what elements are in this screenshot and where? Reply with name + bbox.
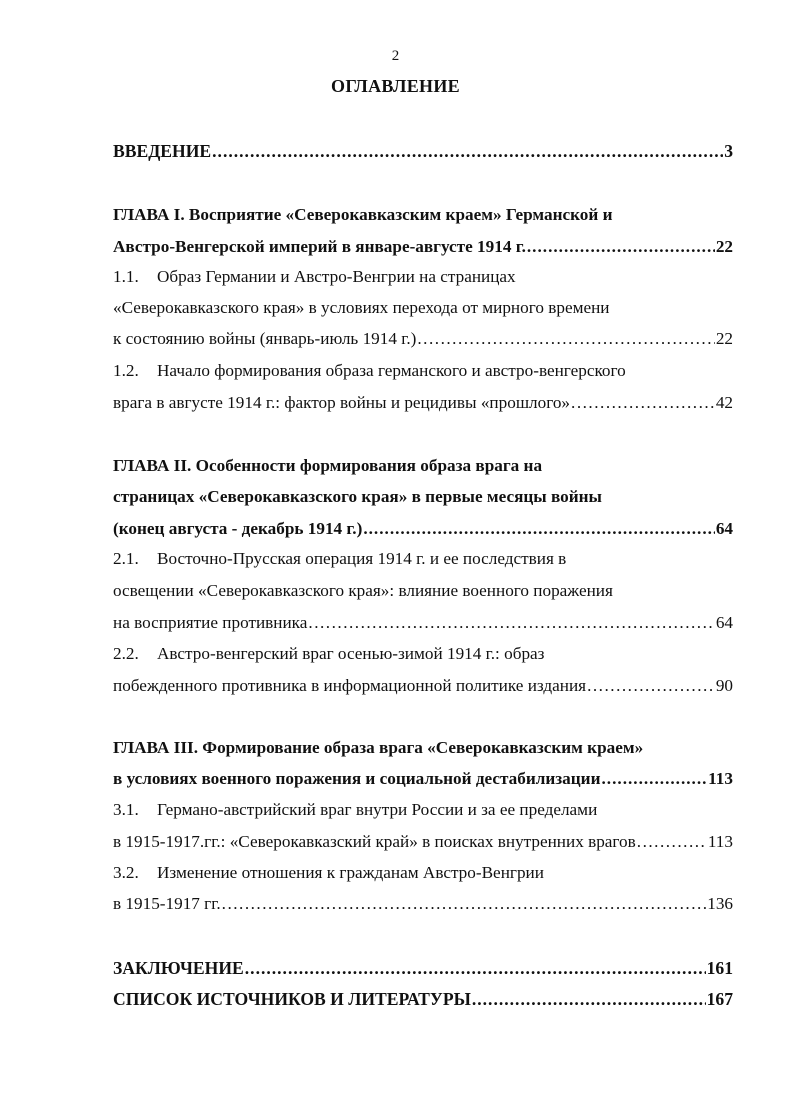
toc-entry-conclusion[interactable] (113, 957, 733, 979)
leader-dots (222, 893, 707, 915)
section-3-2-line-1 (113, 862, 733, 884)
toc-entry-text: врага в августе 1914 г.: фактор войны и рецидивы «прошлого» (113, 393, 571, 412)
section-1-1-line-1 (113, 266, 733, 288)
section-text: Восточно-Прусская операция 1914 г. и ее последствия в (157, 549, 567, 568)
leader-dots (245, 957, 706, 979)
toc-entry-sources[interactable] (113, 988, 733, 1010)
toc-page-number: 161 (706, 958, 733, 978)
toc-entry-text: (конец августа - декабрь 1914 г.) (113, 519, 363, 538)
toc-page-number: 42 (715, 393, 733, 412)
section-number: 3.1. (113, 800, 139, 819)
toc-page-number: 113 (708, 769, 733, 788)
toc-page-number: 64 (715, 519, 733, 538)
leader-dots (527, 236, 715, 258)
page-number: 2 (391, 48, 400, 64)
section-text: Германо-австрийский враг внутри России и за ее пределами (157, 800, 598, 819)
section-text: Австро-венгерский враг осенью-зимой 1914 г.: образ (157, 644, 545, 663)
leader-dots (472, 988, 706, 1010)
toc-entry-text: Австро-Венгерской империй в январе-августе 1914 г. (113, 237, 526, 256)
toc-entry-intro[interactable] (113, 140, 733, 162)
section-number: 2.2. (113, 644, 139, 663)
section-3-1-line-1 (113, 799, 733, 821)
section-1-2-line-1 (113, 360, 733, 382)
section-text: Образ Германии и Австро-Венгрии на страницах (157, 267, 516, 286)
leader-dots (587, 675, 715, 697)
toc-page-number: 22 (715, 329, 733, 348)
section-2-1-line-1 (113, 548, 733, 570)
chapter-2-heading-line-1: ГЛАВА II. Особенности формирования образа врага на (113, 456, 543, 475)
leader-dots (637, 831, 707, 853)
toc-entry-chapter-2[interactable] (113, 518, 733, 540)
chapter-1-heading-line-1: ГЛАВА I. Восприятие «Северокавказским краем» Германской и (113, 205, 613, 224)
section-1-1-line-2: «Северокавказского края» в условиях перехода от мирного времени (113, 298, 610, 317)
toc-entry-section-1-2[interactable] (113, 392, 733, 414)
chapter-3-heading-line-1: ГЛАВА III. Формирование образа врага «Северокавказским краем» (113, 738, 644, 757)
toc-entry-text: к состоянию войны (январь-июль 1914 г.) (113, 329, 417, 348)
section-number: 1.1. (113, 267, 139, 286)
toc-entry-text: побежденного противника в информационной политике издания (113, 676, 587, 695)
toc-entry-chapter-3[interactable] (113, 768, 733, 790)
toc-page-number: 3 (724, 141, 733, 161)
toc-entry-chapter-1[interactable] (113, 236, 733, 258)
toc-entry-section-3-2[interactable] (113, 893, 733, 915)
toc-page-number: 136 (707, 894, 733, 913)
toc-entry-text: в 1915-1917 гг. (113, 894, 221, 913)
toc-entry-text: на восприятие противника (113, 613, 308, 632)
section-number: 2.1. (113, 549, 139, 568)
page-title: ОГЛАВЛЕНИЕ (331, 76, 460, 96)
toc-page-number: 64 (715, 613, 733, 632)
section-text: Изменение отношения к гражданам Австро-Венгрии (157, 863, 544, 882)
leader-dots (571, 392, 715, 414)
section-2-2-line-1 (113, 643, 733, 665)
section-text: Начало формирования образа германского и австро-венгерского (157, 361, 626, 380)
leader-dots (212, 140, 723, 162)
toc-entry-section-2-1[interactable] (113, 612, 733, 634)
section-number: 1.2. (113, 361, 139, 380)
toc-page-number: 113 (707, 832, 733, 851)
toc-entry-text: в 1915-1917.гг.: «Северокавказский край» в поисках внутренних врагов (113, 832, 636, 851)
section-number: 3.2. (113, 863, 139, 882)
toc-entry-text: ВВЕДЕНИЕ (113, 141, 212, 161)
toc-entry-section-3-1[interactable] (113, 831, 733, 853)
leader-dots (602, 768, 708, 790)
toc-page-number: 22 (715, 237, 733, 256)
toc-page-number: 90 (715, 676, 733, 695)
leader-dots (308, 612, 714, 634)
toc-entry-section-1-1[interactable] (113, 328, 733, 350)
chapter-2-heading-line-2: страницах «Северокавказского края» в первые месяцы войны (113, 487, 602, 506)
section-2-1-line-2: освещении «Северокавказского края»: влияние военного поражения (113, 581, 613, 600)
leader-dots (363, 518, 714, 540)
toc-entry-text: ЗАКЛЮЧЕНИЕ (113, 958, 244, 978)
toc-entry-section-2-2[interactable] (113, 675, 733, 697)
toc-entry-text: СПИСОК ИСТОЧНИКОВ И ЛИТЕРАТУРЫ (113, 989, 471, 1009)
toc-entry-text: в условиях военного поражения и социальной дестабилизации (113, 769, 601, 788)
leader-dots (417, 328, 714, 350)
toc-page-number: 167 (706, 989, 733, 1009)
